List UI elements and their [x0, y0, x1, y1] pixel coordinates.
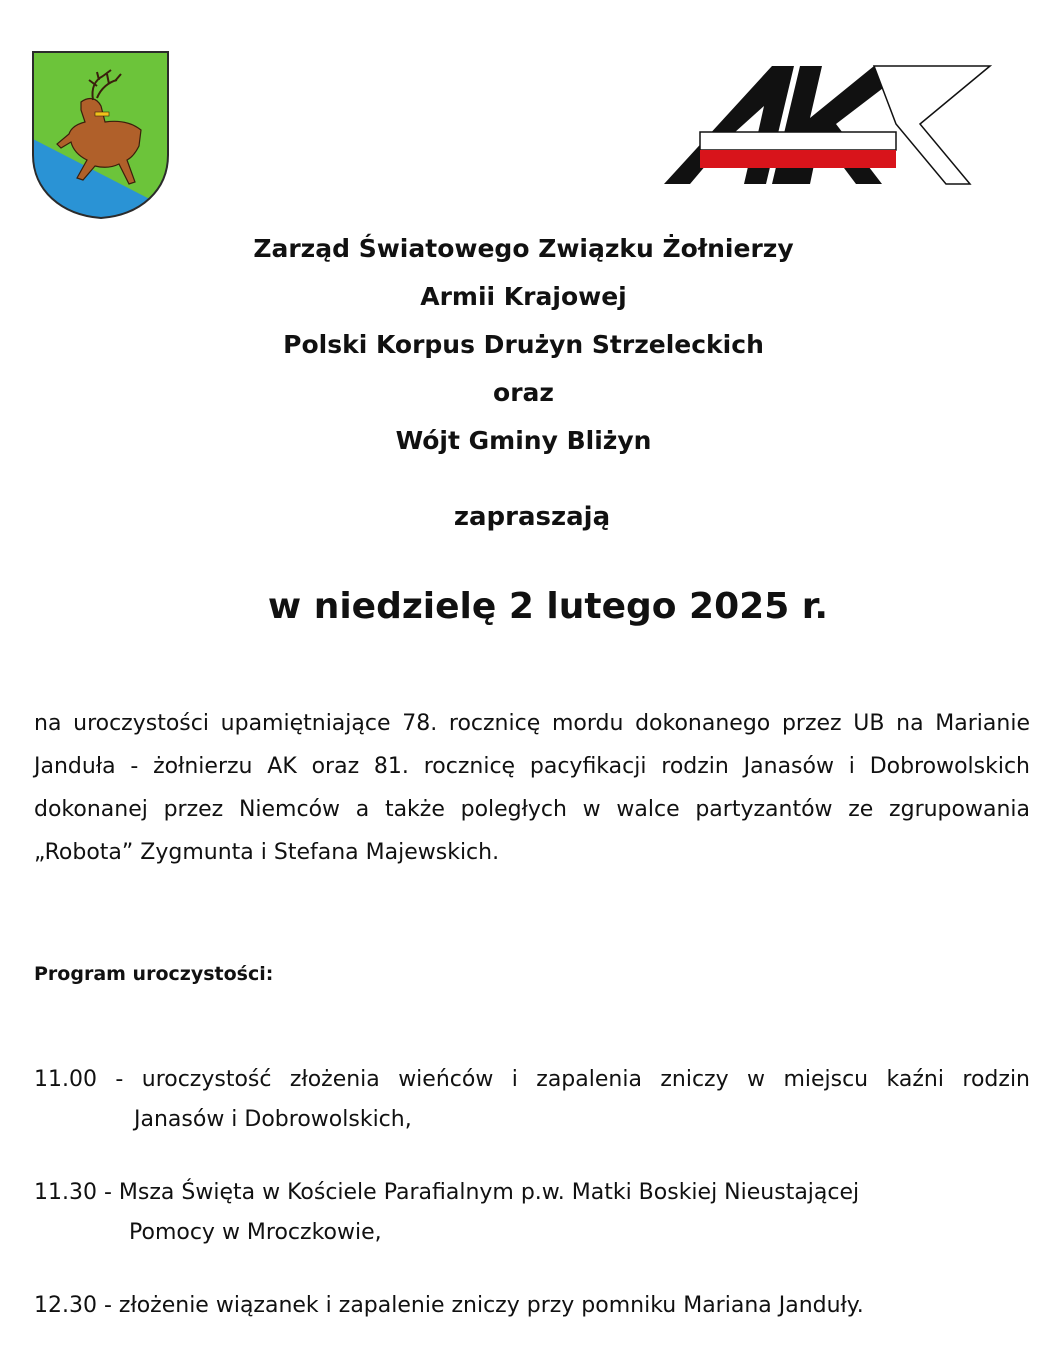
program-word: złożenia: [289, 1067, 380, 1092]
program-item-continuation: Pomocy w Mroczkowie,: [129, 1220, 382, 1245]
program-item: [34, 1173, 1030, 1253]
program-item-first-line: 11.30 - Msza Święta w Kościele Parafialnym p.w. Matki Boskiej Nieustającej: [34, 1180, 860, 1205]
program-word: w: [747, 1067, 766, 1092]
heading-line: Armii Krajowej: [420, 282, 627, 311]
program-item-first-line: 12.30 - złożenie wiązanek i zapalenie zniczy przy pomniku Mariana Janduły.: [34, 1293, 864, 1318]
program-item-first-line: [34, 1060, 1030, 1100]
program-word: i: [511, 1067, 518, 1092]
heading-line: oraz: [493, 378, 554, 407]
program-word: kaźni: [886, 1067, 944, 1092]
program-item: [34, 1286, 1030, 1326]
program-item-continuation: Janasów i Dobrowolskich,: [134, 1107, 412, 1132]
program-word: wieńców: [398, 1067, 494, 1092]
program-word: zniczy: [660, 1067, 729, 1092]
heading-line: Polski Korpus Drużyn Strzeleckich: [283, 330, 764, 359]
program-item: [34, 1060, 1030, 1140]
program-title: Program uroczystości:: [34, 963, 274, 985]
program-word: zapalenia: [536, 1067, 642, 1092]
program-word: miejscu: [783, 1067, 869, 1092]
event-description: na uroczystości upamiętniające 78. rocznicę mordu dokonanego przez UB na Marianie Janduła - żołnierzu AK oraz 81. rocznicę pacyfikacji rodzin Janasów i Dobrowolskich dokonanej przez Niemców a także poległych w walce partyzantów ze zgrupowania „Robota” Zygmunta i Stefana Majewskich.: [34, 711, 1030, 865]
program-word: rodzin: [962, 1067, 1030, 1092]
ak-logo-icon: [660, 62, 992, 188]
heading-line: Zarząd Światowego Związku Żołnierzy: [253, 234, 794, 263]
heading-line: Wójt Gminy Bliżyn: [395, 426, 652, 455]
organizers-heading: [0, 225, 1047, 465]
program-word: 11.00: [34, 1067, 97, 1092]
program-word: uroczystość: [141, 1067, 272, 1092]
program-word: -: [115, 1067, 124, 1092]
event-date: w niedzielę 2 lutego 2025 r.: [267, 586, 829, 627]
coat-of-arms-deer-icon: [31, 50, 171, 220]
program-list: [34, 1060, 1030, 1359]
invite-text: zapraszają: [453, 502, 611, 532]
